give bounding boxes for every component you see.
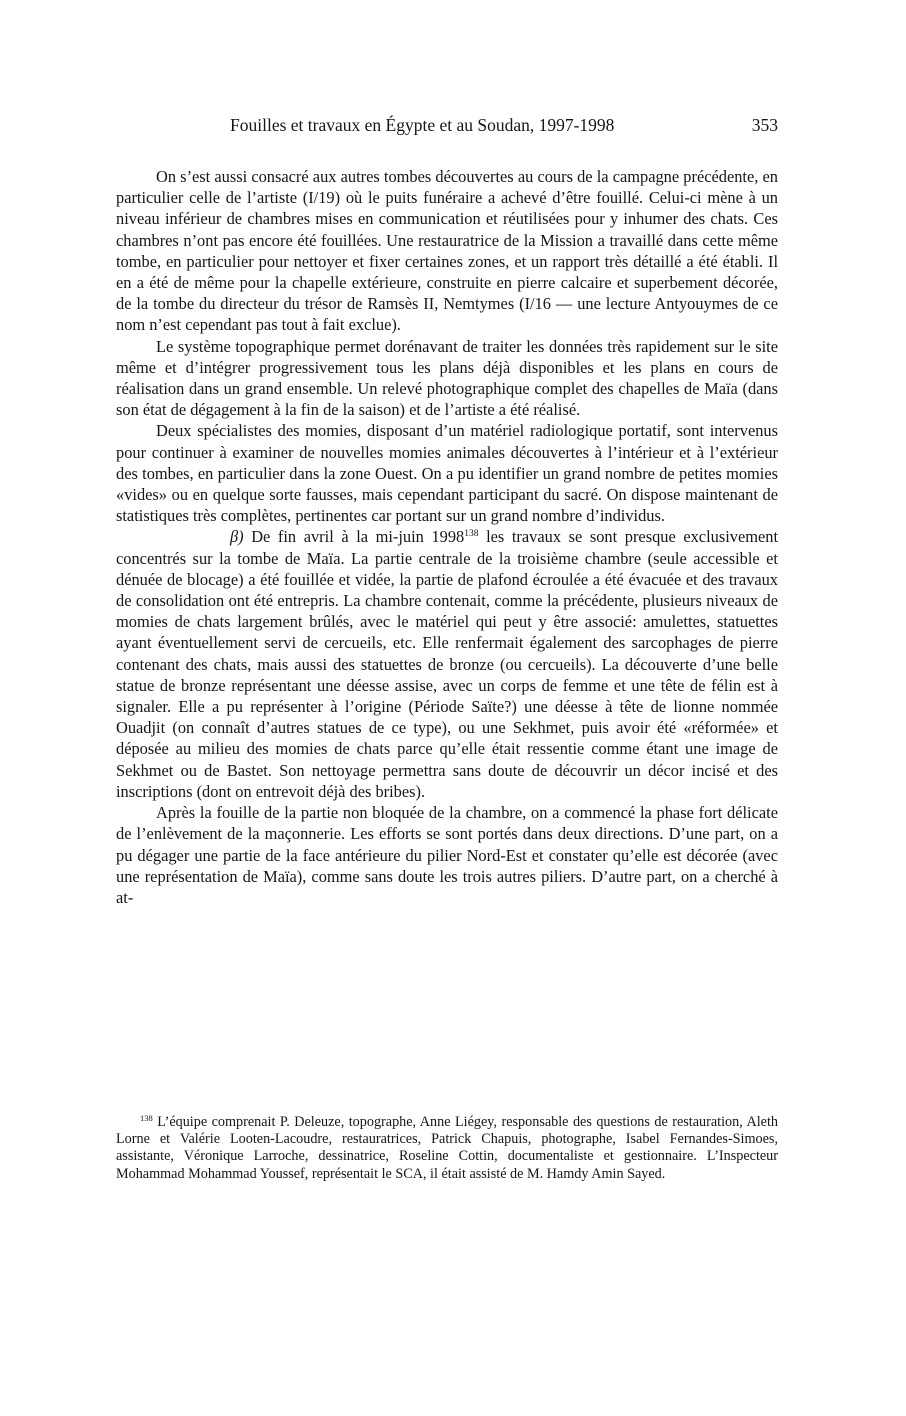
page-number: 353 (751, 115, 778, 135)
paragraph-other-tombs: On s’est aussi consacré aux autres tombes découvertes au cours de la campagne précédente, en particulier celle de l’artiste (I/19) où le puits funéraire a achevé d’être fouillé. Celui-ci mène à un niveau inférieur de chambres mises en communication et réutilisées pour y inhumer des chats. Ces chambres n’ont pas encore été fouillées. Une restauratrice de la Mission a travaillé dans cette même tombe, en particulier pour nettoyer et fixer certaines zones, et un rapport très détaillé a été établi. Il en a été de même pour la chapelle extérieure, construite en pierre calcaire et superbement décorée, de la tombe du directeur du trésor de Ramsès II, Nemtymes (I/16 — une lecture Antyouymes de ce nom n’est cependant pas tout à fait exclue). (116, 167, 778, 335)
footnotes (116, 1114, 778, 1183)
running-header (116, 112, 778, 138)
paragraph-maia-tomb (116, 526, 778, 802)
running-title: Fouilles et travaux en Égypte et au Soudan, 1997-1998 (230, 115, 615, 135)
footnote-text: L’équipe comprenait P. Deleuze, topographe, Anne Liégey, responsable des questions de restauration, Aleth Lorne et Valérie Looten-Lacoudre, restauratrices, Patrick Chapuis, photographe, Isabel Fernandes-Simoes, assistante, Véronique Larroche, dessinatrice, Roseline Cottin, documentaliste et gestionnaire. L’Inspecteur Mohammad Mohammad Youssef, représentait le SCA, il était assisté de M. Hamdy Amin Sayed. (116, 1114, 778, 1182)
body-text (116, 166, 778, 908)
paragraph-maia-intro: De fin avril à la mi-juin 1998 (243, 527, 465, 547)
paragraph-masonry: Après la fouille de la partie non bloquée de la chambre, on a commencé la phase fort délicate de l’enlèvement de la maçonnerie. Les efforts se sont portés dans deux directions. D’une part, on a pu dégager une partie de la face antérieure du pilier Nord-Est et constater qu’elle est décorée (avec une représentation de Maïa), comme sans doute les trois autres piliers. D’autre part, on a cherché à at- (116, 803, 778, 907)
footnote-number: 138 (140, 1113, 153, 1123)
footnote-reference: 138 (464, 529, 479, 540)
paragraph-mummies: Deux spécialistes des momies, disposant d’un matériel radiologique portatif, sont intervenus pour continuer à examiner de nouvelles momies animales découvertes à l’intérieur et à l’extérieur des tombes, en particulier dans la zone Ouest. On a pu identifier un grand nombre de petites momies «vides» ou en quelque sorte fausses, mais cependant participant du sacré. On dispose maintenant de statistiques très complètes, pertinentes car portant sur un grand nombre d’individus. (116, 421, 778, 526)
footnote-138 (116, 1114, 778, 1183)
paragraph-maia-body: les travaux se sont presque exclusivement concentrés sur la tombe de Maïa. La partie centrale de la troisième chambre (seule accessible et dénuée de blocage) a été fouillée et vidée, la partie de plafond écroulée a été évacuée et des travaux de consolidation ont été entrepris. La chambre contenait, comme la précédente, plusieurs niveaux de momies de chats largement brûlés, avec le matériel qui peut y être associé: amulettes, statuettes ayant éventuellement servi de cercueils, etc. Elle renfermait également des sarcophages de pierre contenant des chats, mais aussi des statuettes de bronze (ou cercueils). La découverte d’une belle statue de bronze représentant une déesse assise, avec un corps de femme et une tête de félin est à signaler. Elle a pu représenter à l’origine (Période Saïte?) une déesse à tête de lionne nommée Ouadjit (on connaît d’autres statues de ce type), ou une Sekhmet, puis avoir été «réformée» et déposée au milieu des momies de chats parce qu’elle était ressentie comme étant une image de Sekhmet ou de Bastet. Son nettoyage permettra sans doute de découvrir un décor incisé et des inscriptions (dont on entrevoit déjà des bribes). (116, 527, 779, 801)
paragraph-topography: Le système topographique permet dorénavant de traiter les données très rapidement sur le site même et d’intégrer progressivement tous les plans déjà disponibles et les plans en cours de réalisation dans un grand ensemble. Un relevé photographique complet des chapelles de Maïa (dans son état de dégagement à la fin de la saison) et de l’artiste a été réalisé. (116, 336, 778, 420)
section-marker: β) (230, 527, 244, 547)
